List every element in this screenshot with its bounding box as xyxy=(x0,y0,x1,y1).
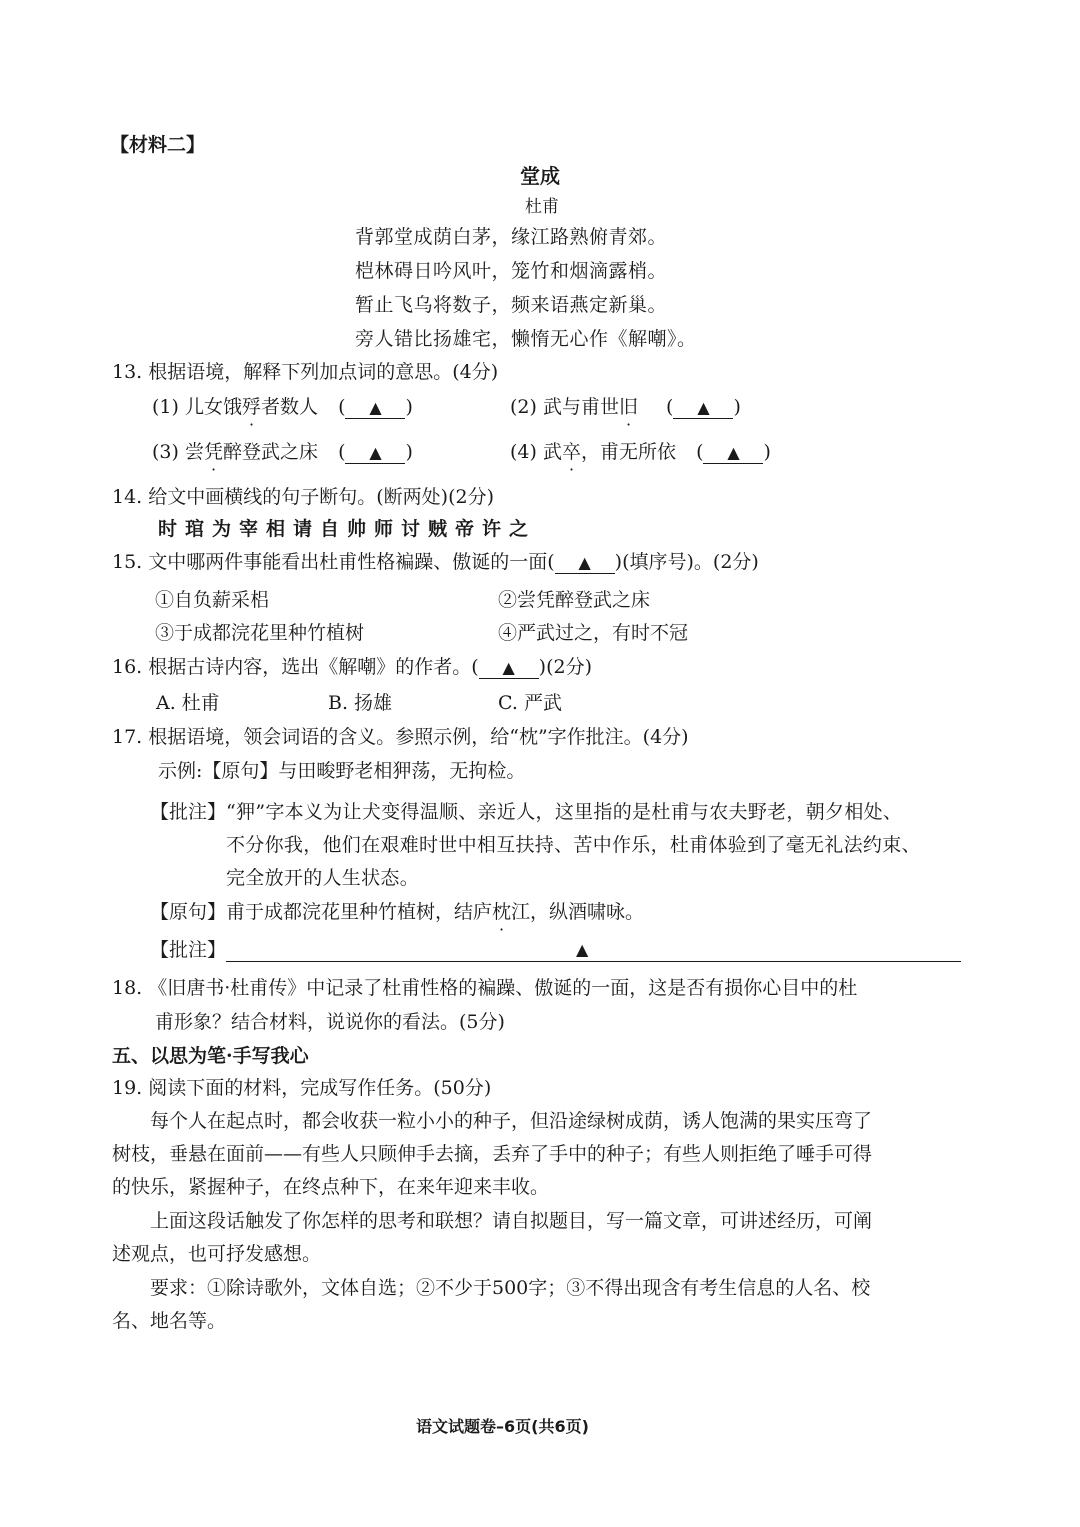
poem-line: 桤林碍日吟风叶，笼竹和烟滴露梢。 xyxy=(355,260,668,282)
section-title: 五、以思为笔·手写我心 xyxy=(112,1045,309,1067)
q15-stem-pre: 15. 文中哪两件事能看出杜甫性格褊躁、傲诞的一面( xyxy=(112,551,555,573)
q15-stem xyxy=(112,547,759,574)
q15-option-4: ④严武过之，有时不冠 xyxy=(498,622,689,644)
dotted-word: 凭 xyxy=(203,441,223,463)
item-text-pre: 尝 xyxy=(184,441,204,463)
q15-stem-post: )(填序号)。(2分) xyxy=(614,551,759,573)
triangle-marker-icon: ▲ xyxy=(576,940,589,959)
q16-stem-post: )(2分) xyxy=(538,656,592,678)
dotted-word: 枕 xyxy=(492,901,512,923)
answer-blank[interactable] xyxy=(555,552,615,574)
q19-paragraph-line: 的快乐，紧握种子，在终点种下，在来年迎来丰收。 xyxy=(112,1176,550,1198)
q13-item-2 xyxy=(510,392,741,419)
q17-example: 示例:【原句】与田畯野老相狎荡，无拘检。 xyxy=(158,760,526,782)
item-number: (3) xyxy=(152,441,179,463)
q17-stem: 17. 根据语境，领会词语的含义。参照示例，给“枕”字作批注。(4分) xyxy=(112,726,689,748)
q17-note-line: 完全放开的人生状态。 xyxy=(226,867,420,889)
q17-answer xyxy=(150,935,961,962)
answer-blank[interactable] xyxy=(345,397,405,419)
paren-close: ) xyxy=(733,396,741,418)
q13-item-1 xyxy=(152,392,413,419)
item-number: (2) xyxy=(510,396,537,418)
dotted-word: 旧 xyxy=(618,396,638,418)
original-label: 【原句】 xyxy=(150,901,227,923)
q17-note-label: 【批注】 xyxy=(150,801,227,823)
q13-stem: 13. 根据语境，解释下列加点词的意思。(4分) xyxy=(112,361,499,383)
paren-open: ( xyxy=(696,441,704,463)
paren-open: ( xyxy=(666,396,674,418)
original-text-post: 江，纵酒啸咏。 xyxy=(511,901,645,923)
dotted-word: 殍 xyxy=(241,396,261,418)
q17-note-line: 不分你我，他们在艰难时世中相互扶持、苦中作乐，杜甫体验到了毫无礼法约束、 xyxy=(226,834,921,856)
q15-option-3: ③于成都浣花里种竹植树 xyxy=(155,622,365,644)
q15-option-1: ①自负薪采梠 xyxy=(155,589,270,611)
q19-stem: 19. 阅读下面的材料，完成写作任务。(50分) xyxy=(112,1077,492,1099)
q19-requirement-line: 名、地名等。 xyxy=(112,1310,227,1332)
q14-stem: 14. 给文中画横线的句子断句。(断两处)(2分) xyxy=(112,486,494,508)
q16-option-c: C. 严武 xyxy=(498,692,562,714)
item-text-pre: 儿女饿 xyxy=(184,396,242,418)
item-text-post: ，甫无所依 xyxy=(581,441,677,463)
triangle-marker-icon: ▲ xyxy=(727,443,740,462)
q16-stem xyxy=(112,652,592,679)
poem-line: 旁人错比扬雄宅，懒惰无心作《解嘲》。 xyxy=(355,328,697,350)
triangle-marker-icon: ▲ xyxy=(369,398,382,417)
item-number: (1) xyxy=(152,396,179,418)
q18-line: 甫形象？结合材料，说说你的看法。(5分) xyxy=(155,1011,505,1033)
triangle-marker-icon: ▲ xyxy=(697,398,710,417)
poem-title: 堂成 xyxy=(520,164,560,188)
q13-item-3 xyxy=(152,437,413,464)
paren-open: ( xyxy=(338,441,346,463)
q19-paragraph-line: 树枝，垂悬在面前——有些人只顾伸手去摘，丢弃了手中的种子；有些人则拒绝了唾手可得 xyxy=(112,1143,873,1165)
q15-option-2: ②尝凭醉登武之床 xyxy=(498,589,651,611)
q13-item-4 xyxy=(510,437,771,464)
poem-line: 背郭堂成荫白茅，缘江路熟俯青郊。 xyxy=(355,226,668,248)
page-footer: 语文试题卷–6页(共6页) xyxy=(416,1417,589,1436)
item-text-pre: 武与甫世 xyxy=(542,396,619,418)
answer-blank[interactable] xyxy=(673,397,733,419)
q16-stem-pre: 16. 根据古诗内容，选出《解嘲》的作者。( xyxy=(112,656,479,678)
dotted-word: 卒 xyxy=(561,441,581,463)
item-text-pre: 武 xyxy=(542,441,562,463)
q16-option-a: A. 杜甫 xyxy=(156,692,220,714)
paren-close: ) xyxy=(405,441,413,463)
answer-blank[interactable] xyxy=(479,657,539,679)
answer-blank[interactable] xyxy=(703,442,763,464)
q19-paragraph-line: 述观点，也可抒发感想。 xyxy=(112,1243,322,1265)
original-text-pre: 甫于成都浣花里种竹植树，结庐 xyxy=(226,901,493,923)
item-number: (4) xyxy=(510,441,537,463)
material-label: 【材料二】 xyxy=(110,134,206,156)
q19-paragraph-line: 上面这段话触发了你怎样的思考和联想？请自拟题目，写一篇文章，可讲述经历，可阐 xyxy=(150,1210,873,1232)
poem-line: 暂止飞乌将数子，频来语燕定新巢。 xyxy=(355,294,668,316)
q17-original xyxy=(150,897,644,924)
q14-sentence: 时琯为宰相请自帅师讨贼帝许之 xyxy=(158,518,537,540)
poem-author: 杜甫 xyxy=(525,197,559,217)
q16-option-b: B. 扬雄 xyxy=(328,692,393,714)
item-text-post: 者数人 xyxy=(261,396,319,418)
answer-blank[interactable] xyxy=(345,442,405,464)
triangle-marker-icon: ▲ xyxy=(578,553,591,572)
item-text-post: 醉登武之床 xyxy=(223,441,319,463)
paren-open: ( xyxy=(338,396,346,418)
paren-close: ) xyxy=(763,441,771,463)
paren-close: ) xyxy=(405,396,413,418)
q19-requirement-line: 要求：①除诗歌外，文体自选；②不少于500字；③不得出现含有考生信息的人名、校 xyxy=(150,1277,871,1299)
q18-line: 18. 《旧唐书·杜甫传》中记录了杜甫性格的褊躁、傲诞的一面，这是否有损你心目中的杜 xyxy=(112,977,858,999)
answer-label: 【批注】 xyxy=(150,939,227,961)
triangle-marker-icon: ▲ xyxy=(502,658,515,677)
q17-note-line: “狎”字本义为让犬变得温顺、亲近人，这里指的是杜甫与农夫野老，朝夕相处、 xyxy=(226,801,903,823)
answer-line[interactable] xyxy=(226,939,961,962)
triangle-marker-icon: ▲ xyxy=(369,443,382,462)
q19-paragraph-line: 每个人在起点时，都会收获一粒小小的种子，但沿途绿树成荫，诱人饱满的果实压弯了 xyxy=(150,1110,873,1132)
